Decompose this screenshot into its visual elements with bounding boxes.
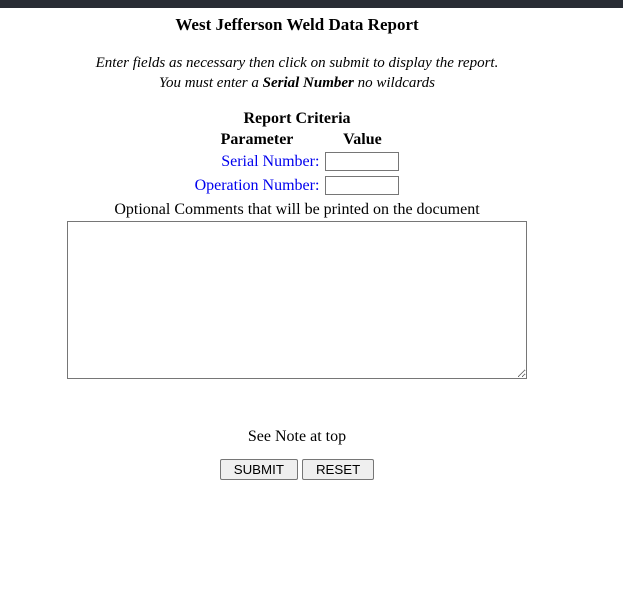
instructions-line1: Enter fields as necessary then click on submit to display the report. [95,55,499,71]
serial-number-input[interactable] [325,152,399,171]
criteria-heading: Report Criteria [243,110,351,127]
reset-button[interactable]: RESET [302,459,374,480]
instructions [0,53,594,93]
instructions-line2 [0,73,594,93]
comments-textarea[interactable] [67,221,527,379]
column-header-value: Value [343,131,382,148]
instructions-line2-suffix: no wildcards [353,75,435,91]
instructions-line2-emphasis: Serial Number [262,75,354,91]
column-header-parameter: Parameter [220,131,294,148]
operation-number-input[interactable] [325,176,399,195]
operation-number-row [193,175,402,197]
serial-number-label[interactable]: Serial Number: [221,153,320,170]
window-top-bar [0,0,623,8]
operation-number-label[interactable]: Operation Number: [194,177,320,194]
note-text: See Note at top [247,428,347,445]
comments-label: Optional Comments that will be printed on the document [114,201,480,218]
serial-number-row [193,151,402,173]
page-title: West Jefferson Weld Data Report [175,15,419,34]
criteria-column-header-row [193,130,402,149]
button-row [0,459,594,480]
instructions-line2-prefix: You must enter a [158,75,263,91]
criteria-heading-row [193,109,402,128]
report-criteria-table [191,107,404,199]
submit-button[interactable]: SUBMIT [220,459,298,480]
